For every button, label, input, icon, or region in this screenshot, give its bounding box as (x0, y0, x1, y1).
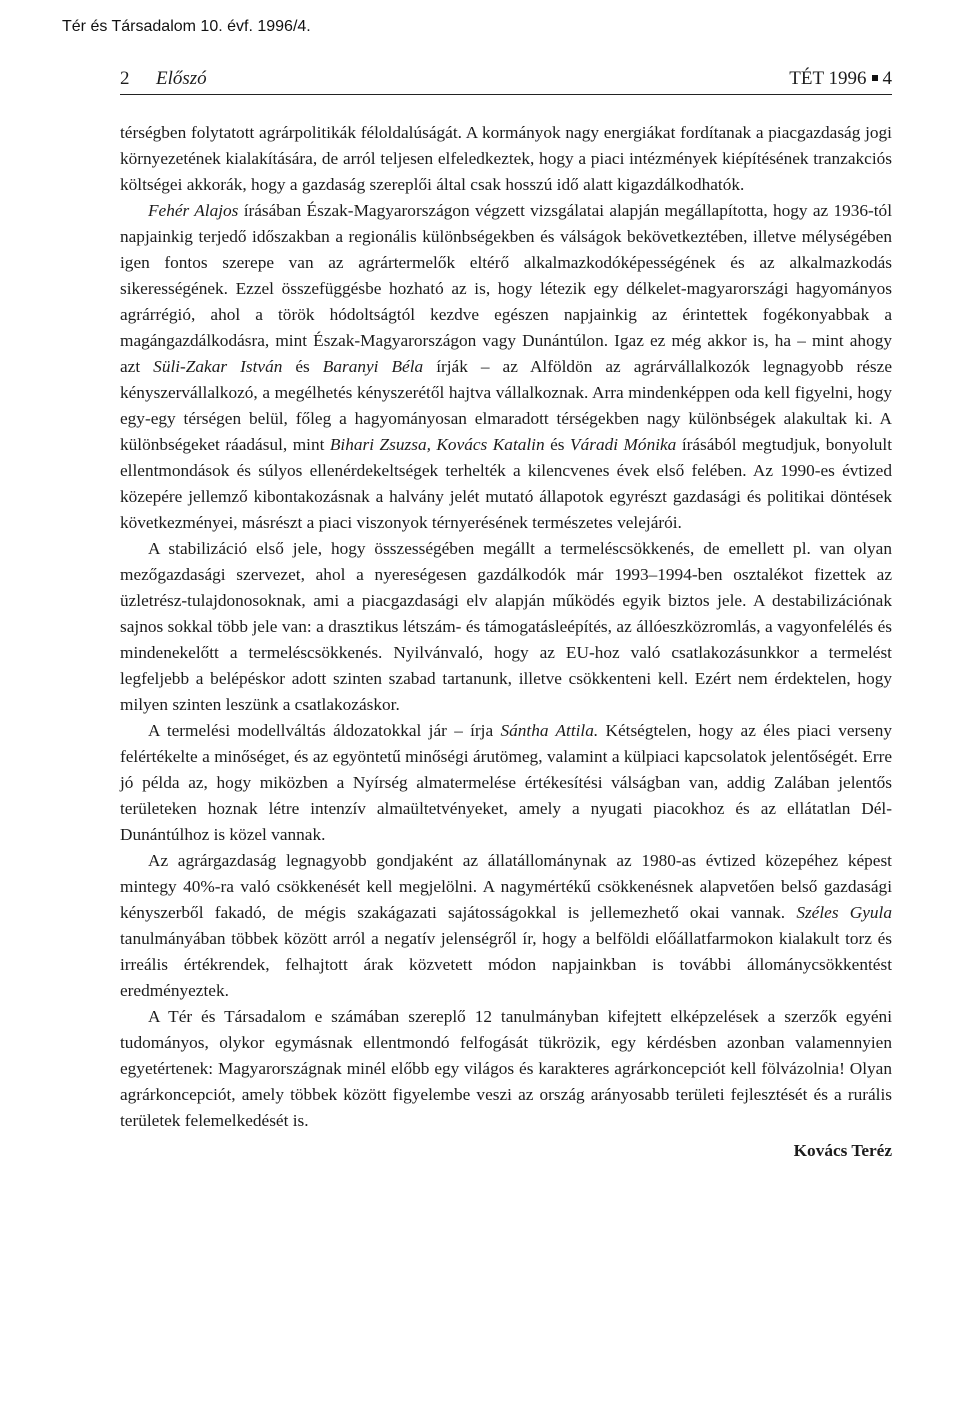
text-run: A Tér és Társadalom e számában szereplő 12 tanulmányban kifejtett elképzelések a szerzők egyéni tudományos, olykor egymásnak ellentmondó felfogását tükrözik, egy kérdésben azonban valamennyien egyetértenek: Magyarországnak minél előbb egy világos és karakteres agrárkoncepciót kell fölvázolnia! Olyan agrárkoncepciót, amely többek között figyelembe veszi az ország arányosabb területi fejlesztését és a rurális területek felemelkedését is. (120, 1007, 892, 1130)
journal-issue (789, 68, 892, 90)
issue-number: 4 (882, 68, 892, 89)
text-run: A termelési modellváltás áldozatokkal jár – írja (148, 721, 501, 740)
text-run: A stabilizáció első jele, hogy összességében megállt a termeléscsökkenés, de emellett pl. van olyan mezőgazdasági szervezet, ahol a nyereségesen gazdálkodók már 1993–1994-ben osztalékot fizettek az üzletrész-tulajdonosoknak, ami a piacgazdasági elv alapján működés egyik biztos jele. A destabilizációnak sajnos sokkal több jele van: a drasztikus létszám- és támogatásleépítés, az állóeszközromlás, a vagyonfelélés és mindenekelőtt a termeléscsökkenés. Nyilvánvaló, hogy az EU-hoz való csatlakozásunkkor a termelést legfeljebb a belépéskor adott szinten szabad tartanunk, illetve csökkenteni kell. Ezért nem érdektelen, hogy milyen szinten leszünk a csatlakozáskor. (120, 539, 892, 714)
article-body (120, 120, 892, 1164)
text-run: Az agrárgazdaság legnagyobb gondjaként az állatállománynak az 1980-as évtized közepéhez képest mintegy 40%-ra való csökkenését kell megjelölni. A nagymértékű csökkenésnek alapvetően belső gazdasági kényszerből fakadó, de mégis szakágazati sajátosságokkal is jellemezhető okai vannak. (120, 851, 892, 922)
cited-author: Váradi Mónika (570, 435, 677, 454)
text-run: és (544, 435, 571, 454)
text-run: írásában Észak-Magyarországon végzett vizsgálatai alapján megállapította, hogy az 1936-tól napjainkig terjedő időszakban a regionális különbségekben és válságok bekövetkeztében, illetve mélységében igen fontos szerepe van az agrártermelők eltérő alkalmazkodóképességének és az alkalmazkodás sikerességének. Ezzel összefüggésbe hozható az is, hogy létezik egy délkelet-magyarországi hagyományos agrárrégió, ahol a török hódoltságtól kezdve egészen napjainkig az érintettek fogékonyabbak a magángazdálkodásra, mint Észak-Magyarországon vagy Dunántúlon. Igaz ez még akkor is, ha – mint ahogy azt (120, 201, 892, 376)
running-header (120, 68, 892, 95)
paragraph (120, 120, 892, 198)
square-bullet-icon (872, 75, 878, 81)
paragraph (120, 536, 892, 718)
cited-author: Bihari Zsuzsa, Kovács Katalin (329, 435, 545, 454)
source-line: Tér és Társadalom 10. évf. 1996/4. (62, 18, 311, 35)
page-number: 2 (120, 68, 130, 89)
text-run: Kétségtelen, hogy az éles piaci verseny felértékelte a minőséget, és az egyöntetű minőségi árutömeg, valamint a külpiaci kapcsolatok jelentőségét. Erre jó példa az, hogy miközben a Nyírség almatermelése értékesítési válságban van, addig Zalában jelentős területeken hoznak létre intenzív almaültetvényeket, amely a nyugati piacokhoz és az ellátatlan Dél-Dunántúlhoz is közel vannak. (120, 721, 892, 844)
cited-author: Széles Gyula (796, 903, 892, 922)
text-run: és (282, 357, 323, 376)
cited-author: Sántha Attila. (500, 721, 599, 740)
journal-name: TÉT 1996 (789, 68, 867, 89)
paragraph (120, 718, 892, 848)
cited-author: Fehér Alajos (148, 201, 239, 220)
section-title: Előszó (156, 68, 207, 89)
cited-author: Baranyi Béla (322, 357, 424, 376)
text-run: írják – az Alföldön az agrárvállalkozók legnagyobb része kényszervállalkozó, a megélhetés kényszerétől hajtva vállalkoznak. Arra mindenképpen oda kell figyelni, hogy egy-egy térségen belül, főleg a hagyományosan elmaradott térségekben nagy különbségek alakultak ki. A különbségeket ráadásul, mint (120, 357, 892, 454)
paragraph (120, 1004, 892, 1134)
paragraph (120, 198, 892, 536)
author-signature: Kovács Teréz (793, 1141, 892, 1160)
text-run: írásából megtudjuk, bonyolult ellentmondások és súlyos ellenérdekeltségek terhelték a kilencvenes évek első felében. Az 1990-es évtized közepére jellemző kibontakozásnak a halvány jelét mutató állapotok egyrészt gazdasági és politikai döntések következményei, másrészt a piaci viszonyok térnyerésének természetes velejárói. (120, 435, 892, 532)
paragraph (120, 848, 892, 1004)
cited-author: Süli-Zakar István (153, 357, 283, 376)
text-run: térségben folytatott agrárpolitikák féloldalúságát. A kormányok nagy energiákat fordítanak a piacgazdaság jogi környezetének kialakítására, de arról teljesen elfeledkeztek, hogy a piaci intézmények kiépítésének tranzakciós költségei akkorák, hogy a gazdaság szereplői által csak hosszú idő alatt kigazdálkodhatók. (120, 123, 892, 194)
text-run: tanulmányában többek között arról a negatív jelenségről ír, hogy a belföldi előállatfarmokon kialakult torz és irreális értékrendek, felhajtott árak közvetett módon napjainkban is további állománycsökkentést eredményeztek. (120, 929, 892, 1000)
